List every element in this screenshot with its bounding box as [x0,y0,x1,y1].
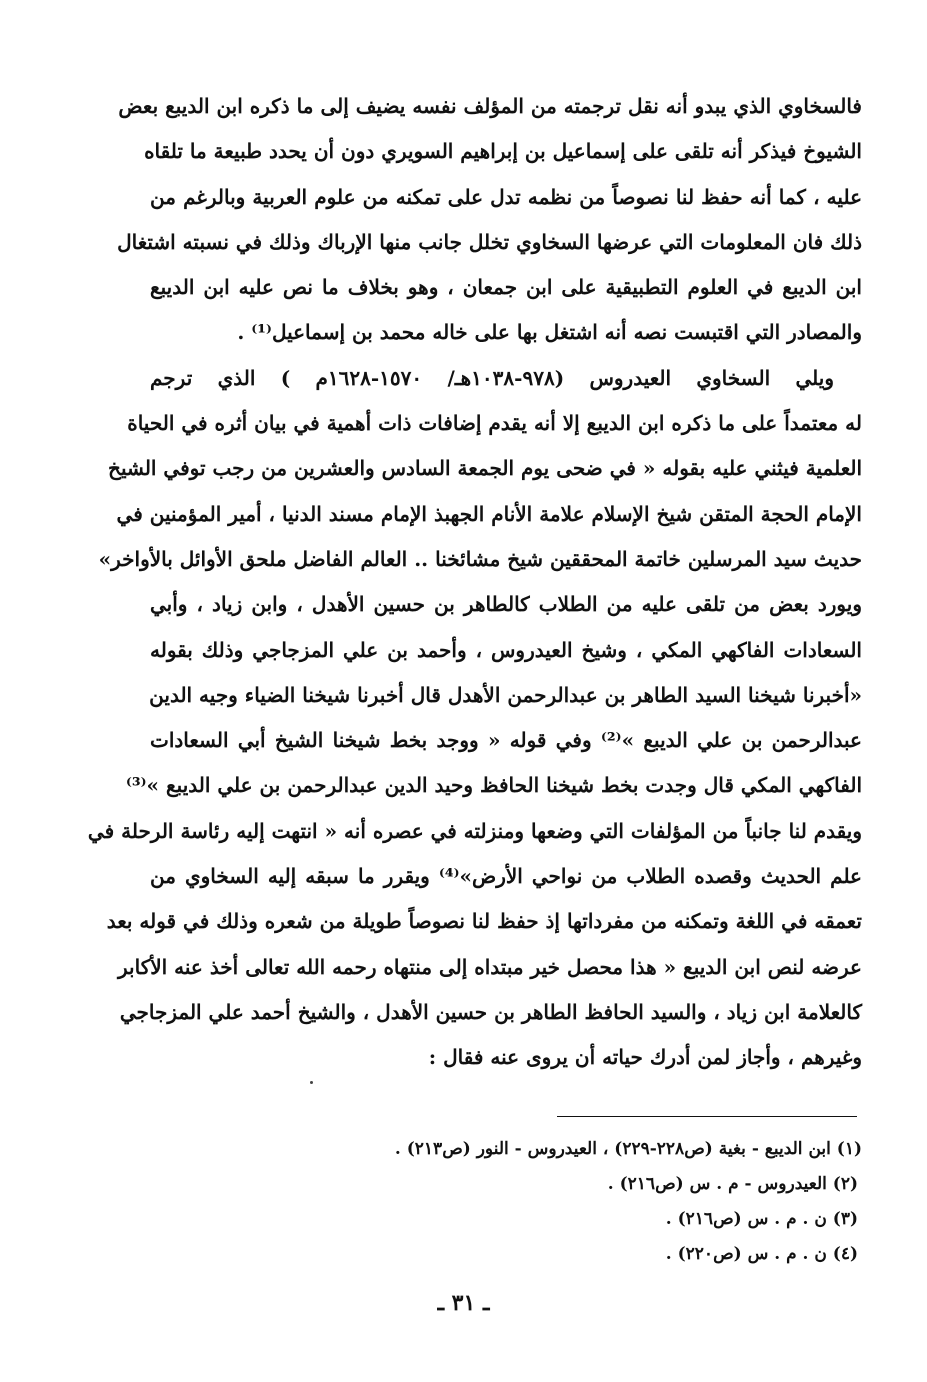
footnote-3: (٣) ن . م . س (ص٢١٦) . [665,1209,858,1229]
text-line: ويقدم لنا جانباً من المؤلفات التي وضعها ومنزلته في عصره أنه « انتهت إليه رئاسة الرحلة في [87,818,862,843]
text-line: الفاكهي المكي قال وجدت بخط شيخنا الحافظ وحيد الدين عبدالرحمن بن علي الديبع »⁽³⁾ [125,773,862,798]
text-line: تعمقه في اللغة وتمكنه من مفرداتها إذ حفظ لنا نصوصاً طويلة من شعره وذلك في قوله بعد [106,909,862,934]
text-line: ويورد بعض من تلقى عليه من الطلاب كالطاهر بن حسين الأهدل ، وابن زياد ، وأبي [150,592,862,617]
paragraph-start-line: ويلي السخاوي العيدروس (٩٧٨-١٠٣٨هـ/ ١٥٧٠-١٦٢٨م ) الذي ترجم [150,365,834,390]
text-line: ابن الديبع في العلوم التطبيقية على ابن جمعان ، وهو بخلاف ما نص عليه ابن الديبع [150,275,862,300]
text-line: والمصادر التي اقتبست نصه أنه اشتغل بها على خاله محمد بن إسماعيل⁽¹⁾ . [237,320,862,345]
main-text-block [87,84,862,1081]
text-line: له معتمداً على ما ذكره ابن الديبع إلا أنه يقدم إضافات ذات أهمية في بيان أثره في الحياة [127,411,862,436]
text-line: الشيوخ فيذكر أنه تلقى على إسماعيل بن إبراهيم السويري دون أن يحدد طبيعة ما تلقاه [144,139,862,164]
text-line: عليه ، كما أنه حفظ لنا نصوصاً من نظمه تدل على تمكنه من علوم العربية وبالرغم من [150,184,862,209]
page-number: ـ ٣١ ـ [437,1290,490,1316]
text-line: وغيرهم ، وأجاز لمن أدرك حياته أن يروى عنه فقال : [428,1045,862,1070]
text-line: ذلك فان المعلومات التي عرضها السخاوي تخلل جانب منها الإرباك وذلك في نسبته اشتغال [117,229,862,254]
footnotes [300,1132,862,1272]
text-line: عرضه لنص ابن الديبع « هذا محصل خير مبتداه إلى منتهاه رحمه الله تعالى أخذ عنه الأكابر [118,954,862,979]
footnote-1: (١) ابن الديبع - بغية (ص٢٢٨-٢٢٩) ، العيدروس - النور (ص٢١٣) . [394,1139,862,1159]
text-line: الإمام الحجة المتقن شيخ الإسلام علامة الأنام الجهبذ الإمام مسند الدنيا ، أمير المؤمنين في [116,501,862,526]
footnote-separator [557,1116,857,1117]
text-line: فالسخاوي الذي يبدو أنه نقل ترجمته من المؤلف نفسه يضيف إلى ما ذكره ابن الديبع بعض [118,94,862,118]
text-line: علم الحديث وقصده الطلاب من نواحي الأرض»⁽⁴⁾ ويقرر ما سبقه إليه السخاوي من [150,864,862,889]
text-line: السعادات الفاكهي المكي ، وشيخ العيدروس ، وأحمد بن علي المزجاجي وذلك بقوله [150,637,862,662]
scan-speck [310,1081,313,1084]
text-line: «أخبرنا شيخنا السيد الطاهر بن عبدالرحمن الأهدل قال أخبرنا شيخنا الضياء وجيه الدين [149,682,862,707]
text-line: حديث سيد المرسلين خاتمة المحققين شيخ مشائخنا .. العالم الفاضل ملحق الأوائل بالأواخر» [98,546,862,571]
footnote-2: (٢) العيدروس - م . س (ص٢١٦) . [607,1174,858,1194]
text-line: كالعلامة ابن زياد ، والسيد الحافظ الطاهر بن حسين الأهدل ، والشيخ أحمد علي المزجاجي [119,999,862,1024]
text-line: عبدالرحمن بن علي الديبع »⁽²⁾ وفي قوله « ووجد بخط شيخنا الشيخ أبي السعادات [150,728,862,753]
footnote-4: (٤) ن . م . س (ص٢٢٠) . [665,1244,858,1264]
text-line: العلمية فيثني عليه بقوله « في ضحى يوم الجمعة السادس والعشرين من رجب توفي الشيخ [108,456,862,481]
